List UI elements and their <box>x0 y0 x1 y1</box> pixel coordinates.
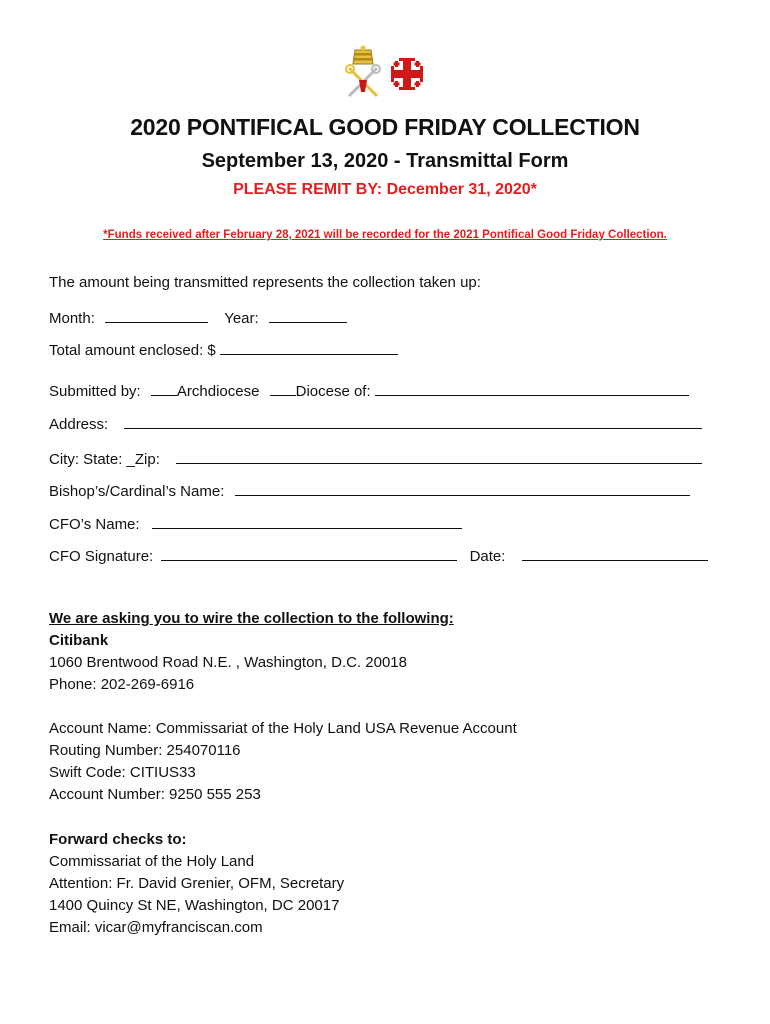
diocese-check-field[interactable] <box>270 381 296 396</box>
checks-heading: Forward checks to: <box>49 831 187 848</box>
city-row <box>49 449 702 468</box>
papal-keys-emblem-icon <box>343 44 383 100</box>
intro-text: The amount being transmitted represents the collection taken up: <box>49 274 481 291</box>
cfo-name-row <box>49 514 462 533</box>
jerusalem-cross-emblem-icon <box>387 44 427 100</box>
date-label: Date: <box>469 548 506 565</box>
routing-number: Routing Number: 254070116 <box>49 742 241 759</box>
diocese-name-field[interactable] <box>375 381 689 396</box>
bank-phone: Phone: 202-269-6916 <box>49 676 195 693</box>
cfo-name-label: CFO’s Name: <box>49 516 140 533</box>
checks-email[interactable]: Email: vicar@myfranciscan.com <box>49 919 263 936</box>
checks-org: Commissariat of the Holy Land <box>49 853 255 870</box>
account-name: Account Name: Commissariat of the Holy Land USA Revenue Account <box>49 720 517 737</box>
cfo-signature-row <box>49 546 708 565</box>
form-title: 2020 PONTIFICAL GOOD FRIDAY COLLECTION <box>130 114 640 140</box>
total-label: Total amount enclosed: $ <box>49 342 216 359</box>
total-amount-field[interactable] <box>220 340 398 355</box>
remit-deadline: PLEASE REMIT BY: December 31, 2020* <box>233 181 537 198</box>
funds-note: *Funds received after February 28, 2021 will be recorded for the 2021 Pontifical Good Friday Collection. <box>103 229 667 241</box>
month-label: Month: <box>49 310 95 327</box>
archdiocese-check-field[interactable] <box>151 381 177 396</box>
form-subtitle: September 13, 2020 - Transmittal Form <box>201 150 569 172</box>
cfo-signature-field[interactable] <box>161 546 457 561</box>
date-field[interactable] <box>522 546 708 561</box>
cfo-name-field[interactable] <box>152 514 462 529</box>
bank-address: 1060 Brentwood Road N.E. , Washington, D.C. 20018 <box>49 654 407 671</box>
year-label: Year: <box>224 310 259 327</box>
address-label: Address: <box>49 416 109 433</box>
diocese-label: Diocese of: <box>295 383 371 400</box>
city-state-zip-label: City: State: _Zip: <box>49 451 160 468</box>
address-field[interactable] <box>124 414 702 429</box>
swift-code: Swift Code: CITIUS33 <box>49 764 196 781</box>
bishop-row <box>49 481 690 500</box>
checks-attention: Attention: Fr. David Grenier, OFM, Secretary <box>49 875 345 892</box>
bishop-name-field[interactable] <box>235 481 690 496</box>
account-number: Account Number: 9250 555 253 <box>49 786 261 803</box>
archdiocese-label: Archdiocese <box>176 383 260 400</box>
submitted-by-label: Submitted by: <box>49 383 141 400</box>
year-field[interactable] <box>269 308 347 323</box>
cfo-signature-label: CFO Signature: <box>49 548 154 565</box>
header-logos <box>0 44 770 100</box>
submitted-by-row <box>49 381 689 400</box>
wire-heading: We are asking you to wire the collection to the following: <box>49 610 454 627</box>
total-row <box>49 340 398 359</box>
month-year-row <box>49 308 347 327</box>
city-state-zip-field[interactable] <box>176 449 702 464</box>
bishop-name-label: Bishop’s/Cardinal’s Name: <box>49 483 225 500</box>
address-row <box>49 414 702 433</box>
checks-address: 1400 Quincy St NE, Washington, DC 20017 <box>49 897 340 914</box>
bank-name: Citibank <box>49 632 109 649</box>
month-field[interactable] <box>105 308 208 323</box>
